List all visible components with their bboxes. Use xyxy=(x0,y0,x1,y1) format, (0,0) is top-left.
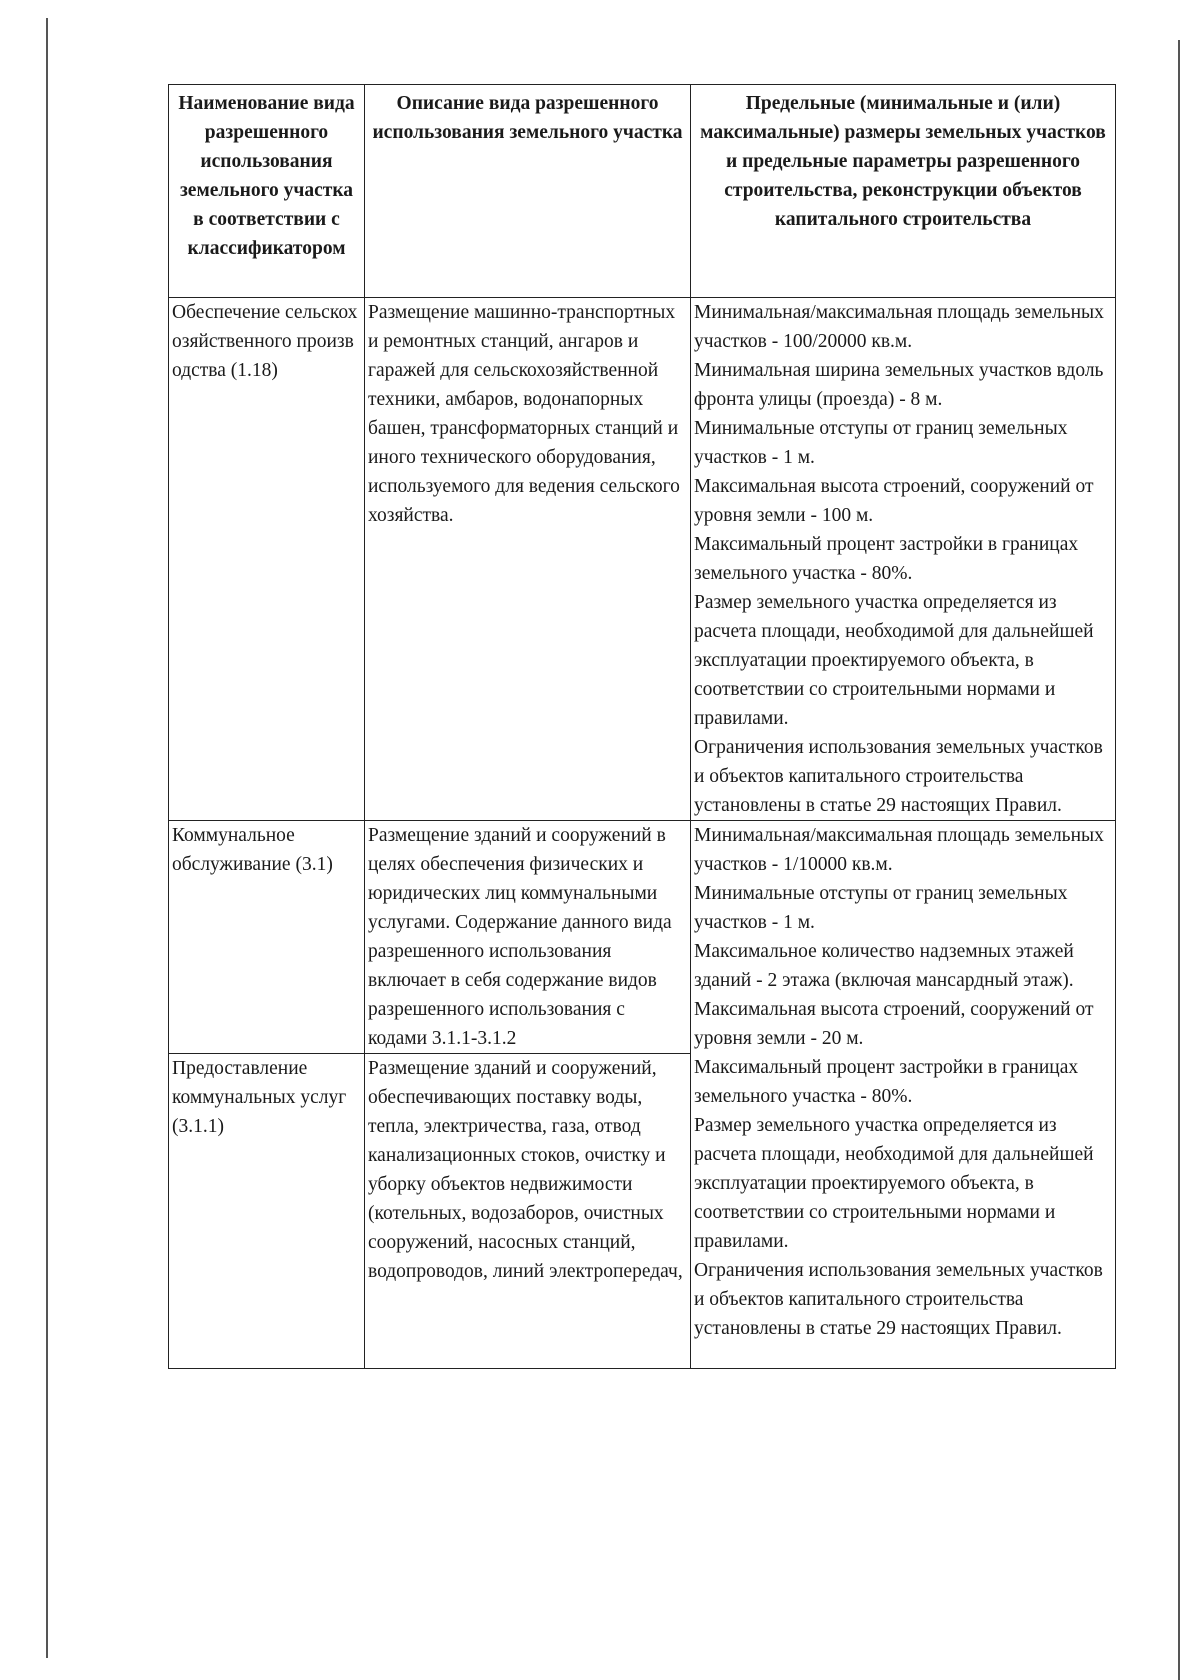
table-row xyxy=(169,821,1116,1054)
row-params xyxy=(691,298,1116,821)
param-text: Максимальный процент застройки в границах земельного участка - 80%. xyxy=(694,1057,1079,1107)
table-header-row xyxy=(169,85,1116,298)
param-text: Ограничения использования земельных участков и объектов капитального строительства установлены в статье 29 настоящих Правил. xyxy=(694,1260,1103,1339)
row-name: Предоставление коммунальных услуг (3.1.1) xyxy=(169,1054,365,1369)
param-text: Размер земельного участка определяется из расчета площади, необходимой для дальнейшей эксплуатации проектируемого объекта, в соответствии со строительными нормами и правилами. xyxy=(694,592,1094,729)
header-description: Описание вида разрешенного использования земельного участка xyxy=(365,85,691,298)
row-name: Коммунальное обслуживание (3.1) xyxy=(169,821,365,1054)
header-params: Предельные (минимальные и (или) максимальные) размеры земельных участков и предельные параметры разрешенного строительства, реконструкции объектов капитального строительства xyxy=(691,85,1116,298)
row-description: Размещение машинно-транспортных и ремонтных станций, ангаров и гаражей для сельскохозяйственной техники, амбаров, водонапорных башен, трансформаторных станций и иного технического оборудования, используемого для ведения сельского хозяйства. xyxy=(365,298,691,821)
param-text: Максимальный процент застройки в границах земельного участка - 80%. xyxy=(694,534,1079,584)
table-row xyxy=(169,298,1116,821)
param-text: Минимальные отступы от границ земельных участков - 1 м. xyxy=(694,418,1068,468)
scan-edge-right xyxy=(1178,40,1180,1680)
land-use-table xyxy=(168,84,1116,1369)
row-description: Размещение зданий и сооружений, обеспечивающих поставку воды, тепла, электричества, газа, отвод канализационных стоков, очистку и уборку объектов недвижимости (котельных, водозаборов, очистных сооружений, насосных станций, водопроводов, линий электропередач, xyxy=(365,1054,691,1369)
param-text: Максимальная высота строений, сооружений от уровня земли - 20 м. xyxy=(694,999,1094,1049)
row-name: Обеспечение сельскохозяйственного производства (1.18) xyxy=(169,298,365,821)
param-text: Размер земельного участка определяется из расчета площади, необходимой для дальнейшей эксплуатации проектируемого объекта, в соответствии со строительными нормами и правилами. xyxy=(694,1115,1094,1252)
param-text: Минимальные отступы от границ земельных участков - 1 м. xyxy=(694,883,1068,933)
param-text: Минимальная/максимальная площадь земельных участков - 100/20000 кв.м. xyxy=(694,302,1104,352)
param-text: Ограничения использования земельных участков и объектов капитального строительства установлены в статье 29 настоящих Правил. xyxy=(694,737,1103,816)
row-params xyxy=(691,821,1116,1369)
scan-edge-left xyxy=(46,18,48,1658)
row-description: Размещение зданий и сооружений в целях обеспечения физических и юридических лиц коммунальными услугами. Содержание данного вида разрешенного использования включает в себя содержание видов разрешенного использования с кодами 3.1.1-3.1.2 xyxy=(365,821,691,1054)
param-text: Минимальная ширина земельных участков вдоль фронта улицы (проезда) - 8 м. xyxy=(694,360,1104,410)
param-text: Минимальная/максимальная площадь земельных участков - 1/10000 кв.м. xyxy=(694,825,1104,875)
param-text: Максимальное количество надземных этажей зданий - 2 этажа (включая мансардный этаж). xyxy=(694,941,1074,991)
header-name: Наименование вида разрешенного использования земельного участка в соответствии с классификатором xyxy=(169,85,365,298)
param-text: Максимальная высота строений, сооружений от уровня земли - 100 м. xyxy=(694,476,1094,526)
